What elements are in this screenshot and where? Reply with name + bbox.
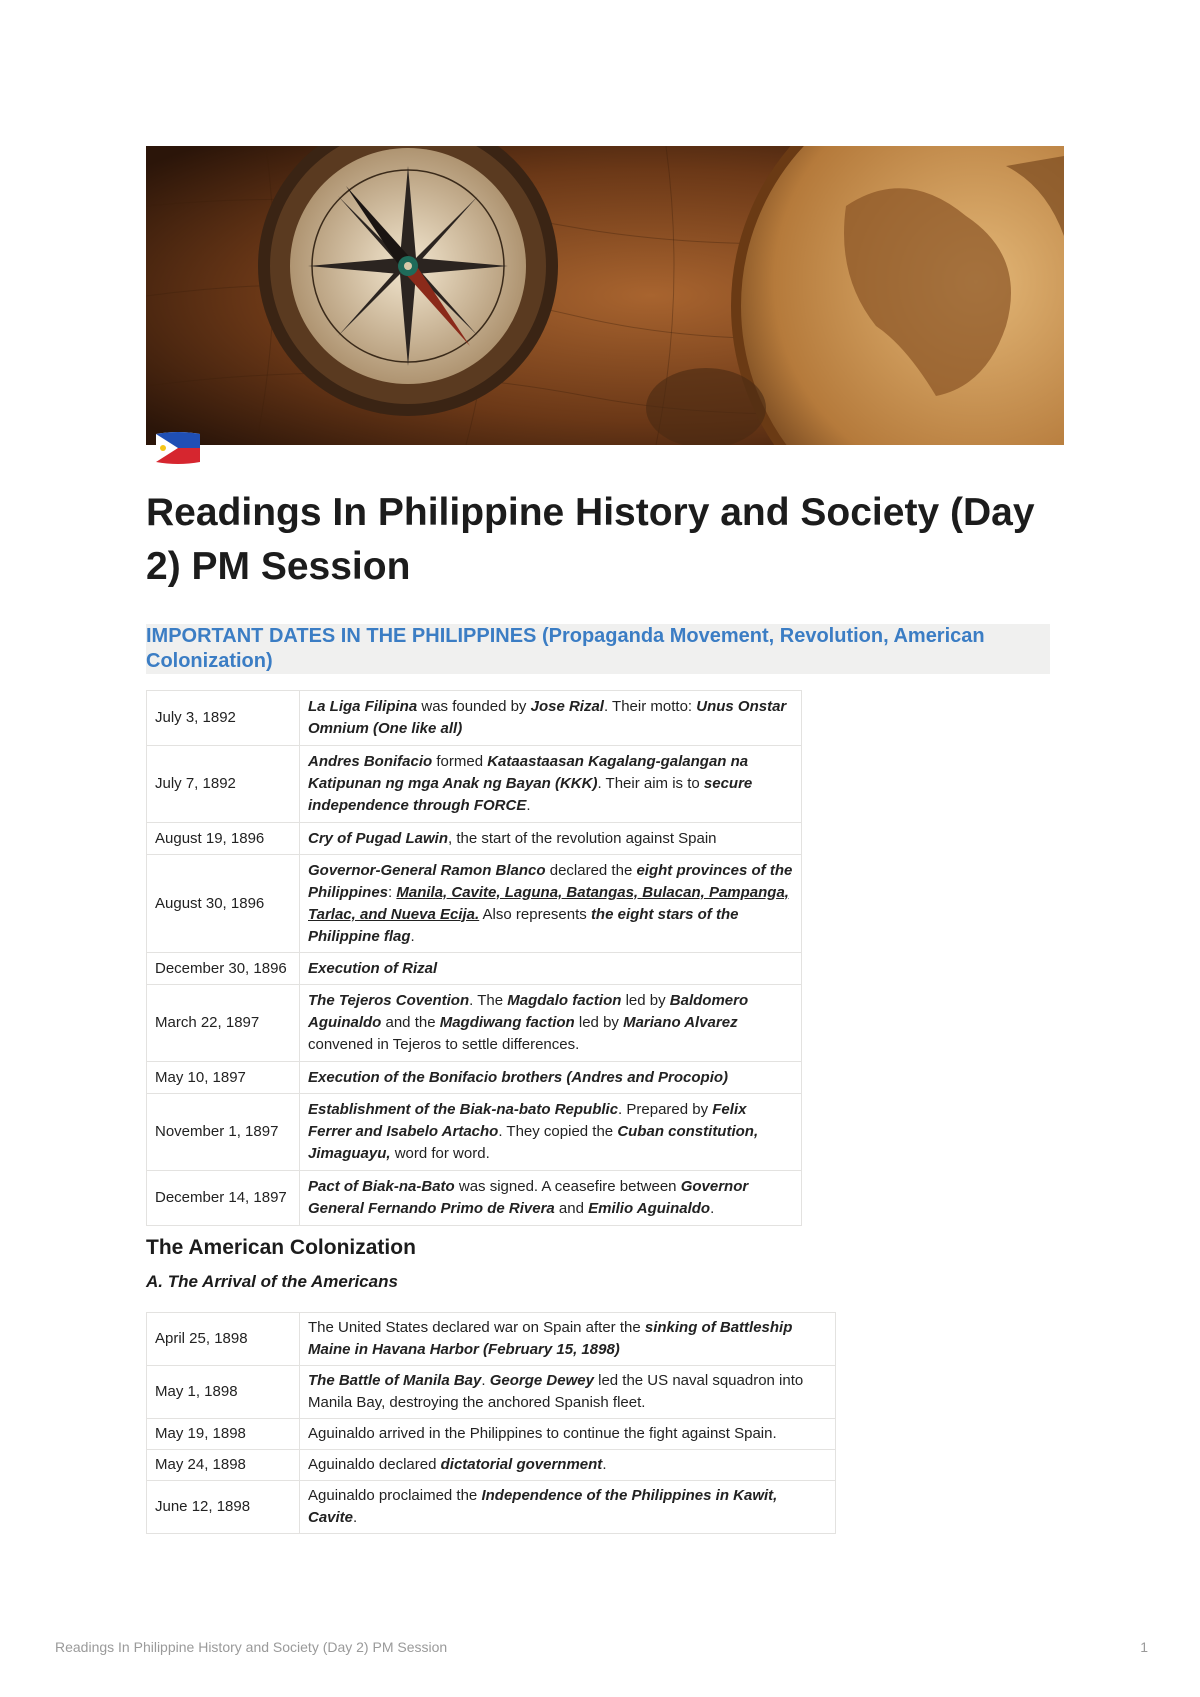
- table-row: [147, 1171, 802, 1226]
- table-row: [147, 1450, 836, 1481]
- date-cell: July 7, 1892: [147, 746, 300, 823]
- table-row: [147, 823, 802, 855]
- table-row: [147, 1366, 836, 1419]
- date-cell: March 22, 1897: [147, 985, 300, 1062]
- event-cell: Cry of Pugad Lawin, the start of the revolution against Spain: [300, 823, 802, 855]
- section-heading: The American Colonization: [146, 1236, 416, 1259]
- event-cell: La Liga Filipina was founded by Jose Rizal. Their motto: Unus Onstar Omnium (One like all): [300, 691, 802, 746]
- event-cell: Pact of Biak-na-Bato was signed. A ceasefire between Governor General Fernando Primo de Rivera and Emilio Aguinaldo.: [300, 1171, 802, 1226]
- date-cell: July 3, 1892: [147, 691, 300, 746]
- important-dates-callout: [146, 624, 1050, 674]
- date-cell: May 1, 1898: [147, 1366, 300, 1419]
- event-cell: Execution of Rizal: [300, 953, 802, 985]
- event-cell: Execution of the Bonifacio brothers (Andres and Procopio): [300, 1062, 802, 1094]
- cover-image: [146, 146, 1064, 445]
- event-cell: Establishment of the Biak-na-bato Republic. Prepared by Felix Ferrer and Isabelo Artacho. They copied the Cuban constitution, Jimaguayu, word for word.: [300, 1094, 802, 1171]
- date-cell: May 10, 1897: [147, 1062, 300, 1094]
- date-cell: May 19, 1898: [147, 1419, 300, 1450]
- footer-page-number: 1: [1140, 1639, 1148, 1655]
- table-row: [147, 855, 802, 953]
- philippine-flag-icon: [152, 430, 204, 466]
- table-row: [147, 953, 802, 985]
- table-row: [147, 1094, 802, 1171]
- page-title: Readings In Philippine History and Society (Day 2) PM Session: [146, 491, 1035, 588]
- date-cell: November 1, 1897: [147, 1094, 300, 1171]
- date-cell: August 19, 1896: [147, 823, 300, 855]
- table-row: [147, 1313, 836, 1366]
- date-cell: June 12, 1898: [147, 1481, 300, 1534]
- callout-line-1: IMPORTANT DATES IN THE PHILIPPINES (Propaganda Movement, Revolution, American: [146, 625, 985, 647]
- event-cell: The United States declared war on Spain after the sinking of Battleship Maine in Havana Harbor (February 15, 1898): [300, 1313, 836, 1366]
- event-cell: Aguinaldo arrived in the Philippines to continue the fight against Spain.: [300, 1419, 836, 1450]
- date-cell: December 30, 1896: [147, 953, 300, 985]
- date-cell: May 24, 1898: [147, 1450, 300, 1481]
- date-cell: August 30, 1896: [147, 855, 300, 953]
- date-cell: December 14, 1897: [147, 1171, 300, 1226]
- table-row: [147, 1062, 802, 1094]
- table-row: [147, 691, 802, 746]
- event-cell: The Battle of Manila Bay. George Dewey led the US naval squadron into Manila Bay, destroying the anchored Spanish fleet.: [300, 1366, 836, 1419]
- compass-map-illustration: [146, 146, 1064, 445]
- date-cell: April 25, 1898: [147, 1313, 300, 1366]
- event-cell: Andres Bonifacio formed Kataastaasan Kagalang-galangan na Katipunan ng mga Anak ng Bayan (KKK). Their aim is to secure independence through FORCE.: [300, 746, 802, 823]
- american-arrival-table: [146, 1312, 836, 1534]
- event-cell: Governor-General Ramon Blanco declared the eight provinces of the Philippines: Manila, Cavite, Laguna, Batangas, Bulacan, Pampanga, Tarlac, and Nueva Ecija. Also represents the eight stars of the Philippine flag.: [300, 855, 802, 953]
- footer-title: Readings In Philippine History and Society (Day 2) PM Session: [55, 1639, 448, 1655]
- event-cell: Aguinaldo proclaimed the Independence of the Philippines in Kawit, Cavite.: [300, 1481, 836, 1534]
- event-cell: The Tejeros Covention. The Magdalo faction led by Baldomero Aguinaldo and the Magdiwang faction led by Mariano Alvarez convened in Tejeros to settle differences.: [300, 985, 802, 1062]
- table-row: [147, 1481, 836, 1534]
- subsection-heading: A. The Arrival of the Americans: [146, 1272, 398, 1291]
- table-row: [147, 985, 802, 1062]
- table-row: [147, 1419, 836, 1450]
- callout-line-2: Colonization): [146, 650, 273, 672]
- important-dates-table: [146, 690, 802, 1226]
- table-row: [147, 746, 802, 823]
- event-cell: Aguinaldo declared dictatorial government.: [300, 1450, 836, 1481]
